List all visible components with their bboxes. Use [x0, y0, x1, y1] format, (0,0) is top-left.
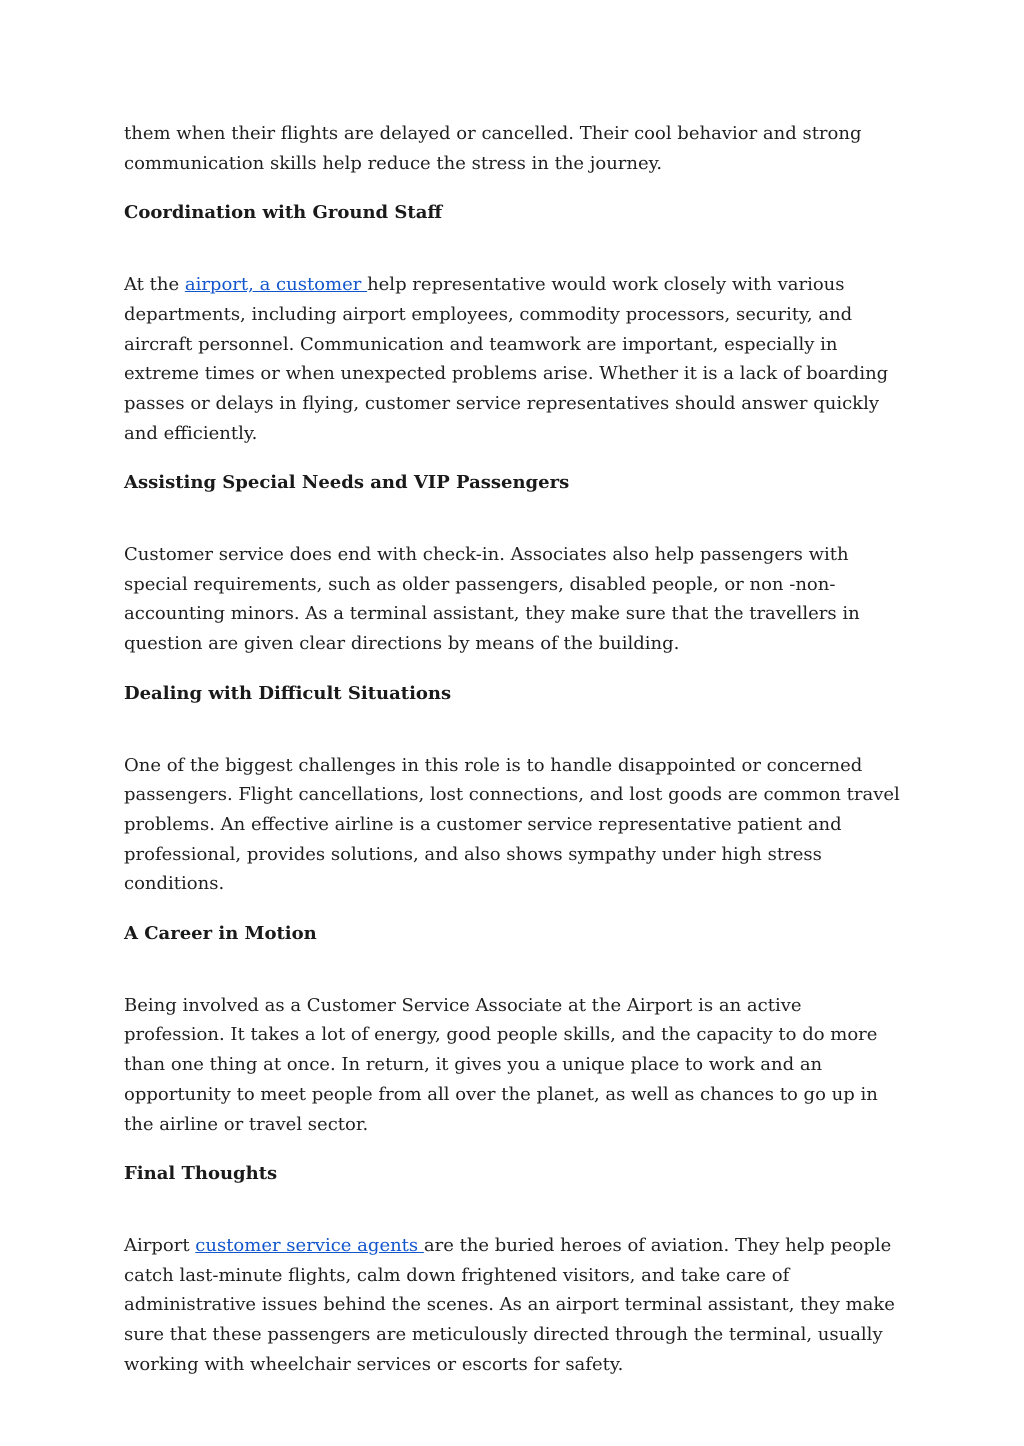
paragraph-text-end: help representative would work closely with various departments, including airport employees, commodity processors, security, and aircraft personnel. Communication and teamwork are important, especially in extreme times or when unexpected problems arise. Whether it is a lack of boarding passes or delays in flying, customer service representatives should answer quickly and efficiently. [124, 274, 889, 444]
heading-special-needs-vip: Assisting Special Needs and VIP Passengers [124, 472, 570, 494]
paragraph-special-needs-vip: Customer service does end with check-in. Associates also help passengers with special requirements, such as older passengers, disabled people, or non -non-accounting minors. As a terminal assistant, they make sure that the travellers in question are given clear directions by means of the building. [124, 544, 860, 655]
paragraph-difficult-situations: One of the biggest challenges in this role is to handle disappointed or concerned passengers. Flight cancellations, lost connections, and lost goods are common travel problems. An effective airline is a customer service representative patient and professional, provides solutions, and also shows sympathy under high stress conditions. [124, 754, 900, 895]
heading-difficult-situations: Dealing with Difficult Situations [124, 682, 452, 704]
paragraph-text-start: At the [124, 274, 185, 296]
paragraph-text-start: Airport [124, 1234, 196, 1256]
heading-career-in-motion: A Career in Motion [124, 923, 317, 945]
paragraph-career-in-motion: Being involved as a Customer Service Associate at the Airport is an active profession. It takes a lot of energy, good people skills, and the capacity to do more than one thing at once. In return, it gives you a unique place to work and an opportunity to meet people from all over the planet, as well as chances to go up in the airline or travel sector. [124, 994, 878, 1135]
customer-service-agents-link[interactable]: customer service agents [195, 1234, 424, 1256]
paragraph-final-thoughts [124, 1231, 900, 1380]
document-page [124, 119, 900, 1400]
paragraph-text-end: are the buried heroes of aviation. They help people catch last-minute flights, calm down frightened visitors, and take care of administrative issues behind the scenes. As an airport terminal assistant, they make sure that these passengers are meticulously directed through the terminal, usually working with wheelchair services or escorts for safety. [124, 1234, 895, 1375]
heading-final-thoughts: Final Thoughts [124, 1163, 278, 1185]
heading-coordination-ground-staff: Coordination with Ground Staff [124, 202, 443, 224]
intro-paragraph: them when their flights are delayed or cancelled. Their cool behavior and strong communication skills help reduce the stress in the journey. [124, 123, 862, 174]
airport-customer-link[interactable]: airport, a customer [184, 274, 368, 296]
paragraph-coordination-ground-staff [124, 270, 900, 448]
